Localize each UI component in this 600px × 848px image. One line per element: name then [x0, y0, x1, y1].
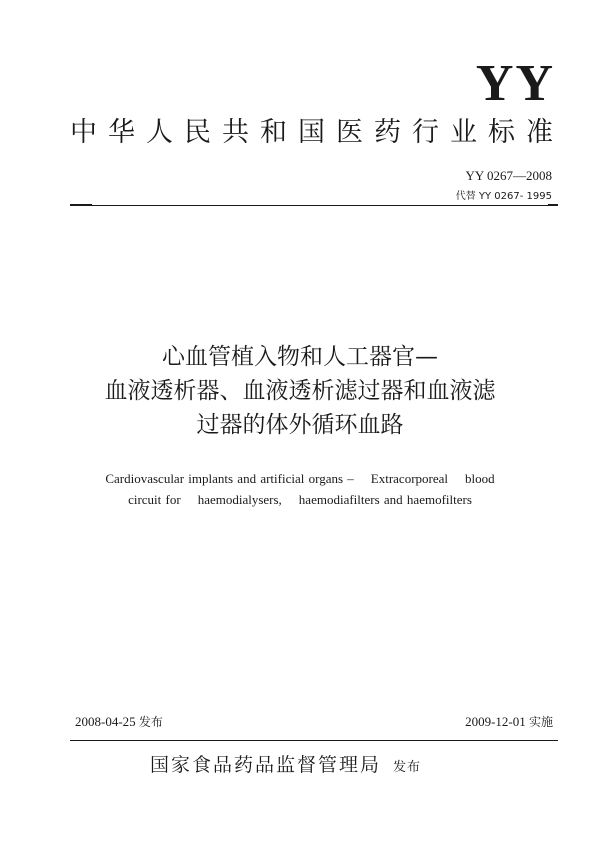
chinese-title-line: 血液透析器、血液透析滤过器和血液滤	[104, 378, 496, 404]
effective-label: 实施	[528, 715, 553, 729]
chinese-title	[40, 340, 560, 442]
header-divider	[70, 205, 558, 206]
issue-date-block	[75, 713, 163, 730]
effective-date: 2009-12-01	[465, 714, 526, 729]
standard-category-title: 中华人民共和国医药行业标准	[70, 117, 564, 148]
english-title-line: circuit for haemodialysers, haemodiafilters and haemofilters	[128, 492, 472, 507]
chinese-title-line: 过器的体外循环血路	[196, 412, 404, 438]
effective-date-block	[465, 713, 553, 730]
standard-number: YY 0267—2008	[465, 168, 552, 183]
english-title	[40, 468, 560, 510]
header-divider-accent-right	[548, 204, 558, 206]
issue-date: 2008-04-25	[75, 714, 136, 729]
replaces-standard-note: 代替 YY 0267- 1995	[455, 191, 552, 202]
publisher-name: 国家食品药品监督管理局	[150, 754, 382, 776]
publisher-block	[150, 750, 421, 777]
english-title-line: Cardiovascular implants and artificial organs – Extracorporeal blood	[105, 471, 495, 486]
publisher-suffix: 发布	[393, 760, 422, 775]
yy-logo: YY	[475, 55, 555, 112]
issue-label: 发布	[138, 715, 163, 729]
chinese-title-line: 心血管植入物和人工器官—	[162, 344, 438, 370]
footer-divider	[70, 740, 558, 741]
header-divider-accent-left	[70, 204, 92, 206]
